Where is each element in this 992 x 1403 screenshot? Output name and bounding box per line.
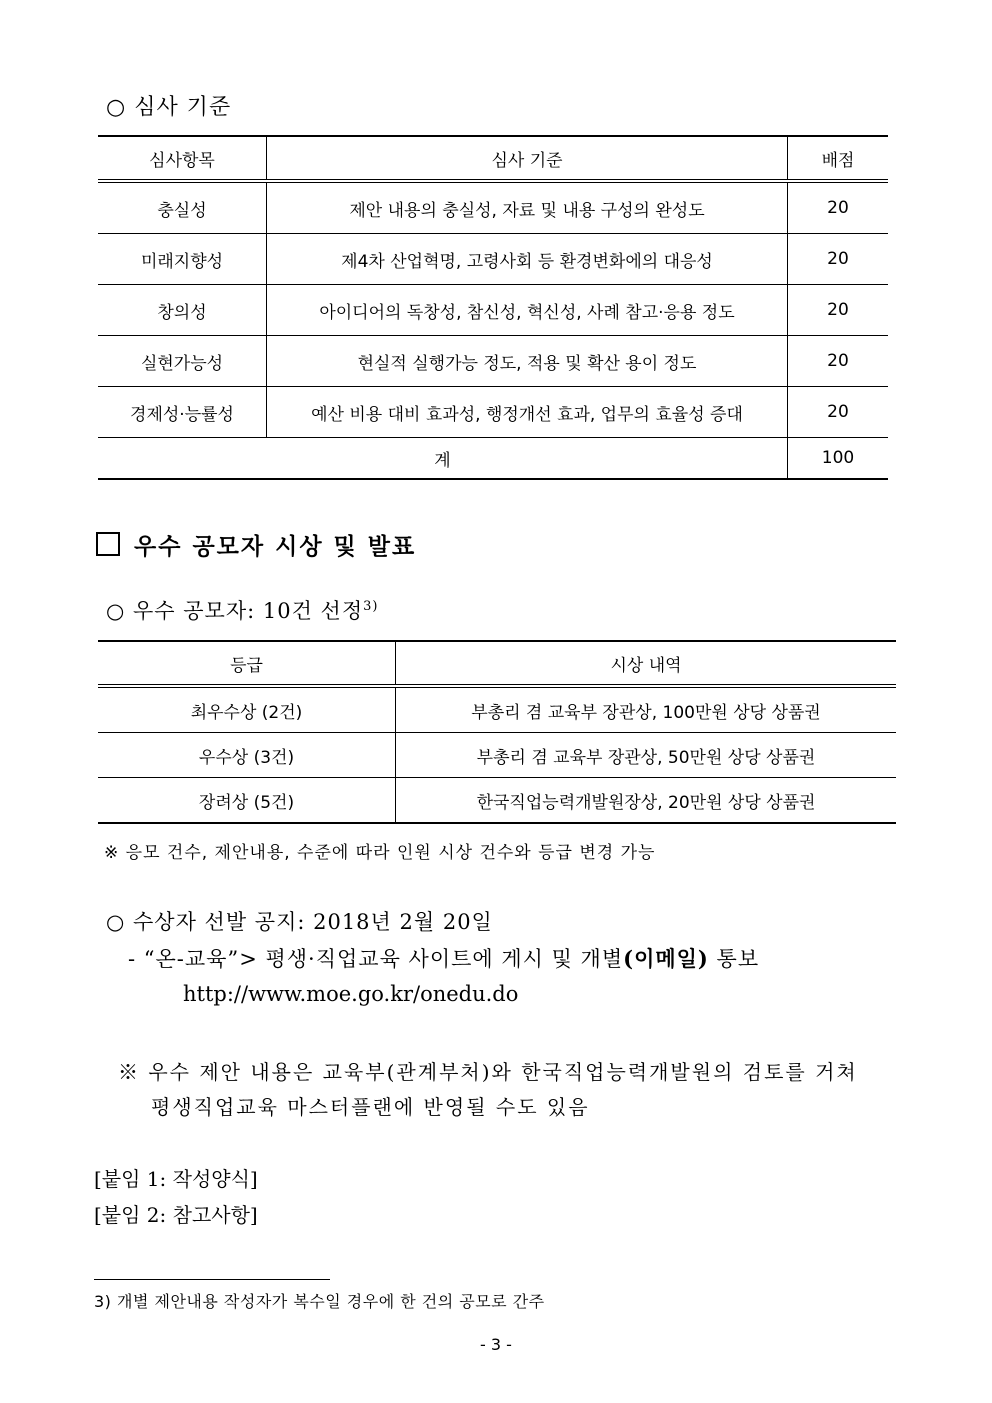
section-title [96, 528, 416, 561]
table-row [98, 181, 888, 234]
header-item: 심사항목 [98, 136, 267, 181]
review-note [118, 1055, 858, 1125]
awards-heading-text: ○ 우수 공모자: 10건 선정 [106, 599, 364, 623]
table-row [98, 336, 888, 387]
table-row [98, 733, 896, 778]
review-note-line-1: ※ 우수 제안 내용은 교육부(관계부처)와 한국직업능력개발원의 검토를 거쳐 [118, 1060, 858, 1084]
page-number: - 3 - [480, 1335, 512, 1354]
row-item: 경제성·능률성 [98, 387, 267, 438]
row-score: 20 [788, 336, 889, 387]
header-prize: 시상 내역 [396, 641, 897, 686]
row-score: 20 [788, 387, 889, 438]
row-prize: 부총리 겸 교육부 장관상, 50만원 상당 상품권 [396, 733, 897, 778]
announcement-text: - “온-교육”> 평생·직업교육 사이트에 게시 및 개별 [128, 947, 624, 971]
total-value: 100 [788, 438, 889, 480]
row-item: 실현가능성 [98, 336, 267, 387]
header-criteria: 심사 기준 [267, 136, 788, 181]
row-grade: 장려상 (5건) [98, 778, 396, 824]
row-item: 창의성 [98, 285, 267, 336]
announcement-suffix: 통보 [708, 947, 760, 971]
row-prize: 부총리 겸 교육부 장관상, 100만원 상당 상품권 [396, 686, 897, 733]
criteria-table [98, 135, 888, 480]
criteria-heading: ○ 심사 기준 [106, 95, 232, 120]
announcement-url[interactable]: http://www.moe.go.kr/onedu.do [183, 982, 519, 1006]
attachment-2: [붙임 2: 참고사항] [94, 1203, 258, 1227]
row-criteria: 아이디어의 독창성, 참신성, 혁신성, 사례 참고·응용 정도 [267, 285, 788, 336]
section-title-text: 우수 공모자 시상 및 발표 [134, 533, 417, 560]
table-row [98, 387, 888, 438]
footnote: 3) 개별 제안내용 작성자가 복수일 경우에 한 건의 공모로 간주 [94, 1292, 545, 1311]
attachment-1: [붙임 1: 작성양식] [94, 1167, 258, 1191]
table-header-row [98, 136, 888, 181]
announcement-line [128, 943, 759, 973]
row-item: 미래지향성 [98, 234, 267, 285]
announcement-heading: ○ 수상자 선발 공지: 2018년 2월 20일 [106, 910, 493, 934]
awards-note: ※ 응모 건수, 제안내용, 수준에 따라 인원 시상 건수와 등급 변경 가능 [104, 843, 656, 863]
awards-table [98, 640, 896, 824]
row-prize: 한국직업능력개발원장상, 20만원 상당 상품권 [396, 778, 897, 824]
table-row [98, 234, 888, 285]
table-header-row [98, 641, 896, 686]
row-criteria: 현실적 실행가능 정도, 적용 및 확산 용이 정도 [267, 336, 788, 387]
row-grade: 우수상 (3건) [98, 733, 396, 778]
table-row [98, 285, 888, 336]
row-grade: 최우수상 (2건) [98, 686, 396, 733]
awards-heading [106, 595, 378, 625]
header-score: 배점 [788, 136, 889, 181]
table-row [98, 778, 896, 824]
header-grade: 등급 [98, 641, 396, 686]
total-label: 계 [98, 438, 788, 480]
footnote-ref: 3) [363, 599, 379, 614]
square-bullet-icon [96, 532, 120, 556]
row-score: 20 [788, 285, 889, 336]
total-row [98, 438, 888, 480]
row-score: 20 [788, 181, 889, 234]
announcement-email: (이메일) [623, 946, 709, 971]
row-item: 충실성 [98, 181, 267, 234]
table-row [98, 686, 896, 733]
row-criteria: 제안 내용의 충실성, 자료 및 내용 구성의 완성도 [267, 181, 788, 234]
review-note-line-2: 평생직업교육 마스터플랜에 반영될 수도 있음 [151, 1095, 590, 1119]
row-criteria: 제4차 산업혁명, 고령사회 등 환경변화에의 대응성 [267, 234, 788, 285]
row-score: 20 [788, 234, 889, 285]
row-criteria: 예산 비용 대비 효과성, 행정개선 효과, 업무의 효율성 증대 [267, 387, 788, 438]
footnote-divider [94, 1279, 330, 1280]
